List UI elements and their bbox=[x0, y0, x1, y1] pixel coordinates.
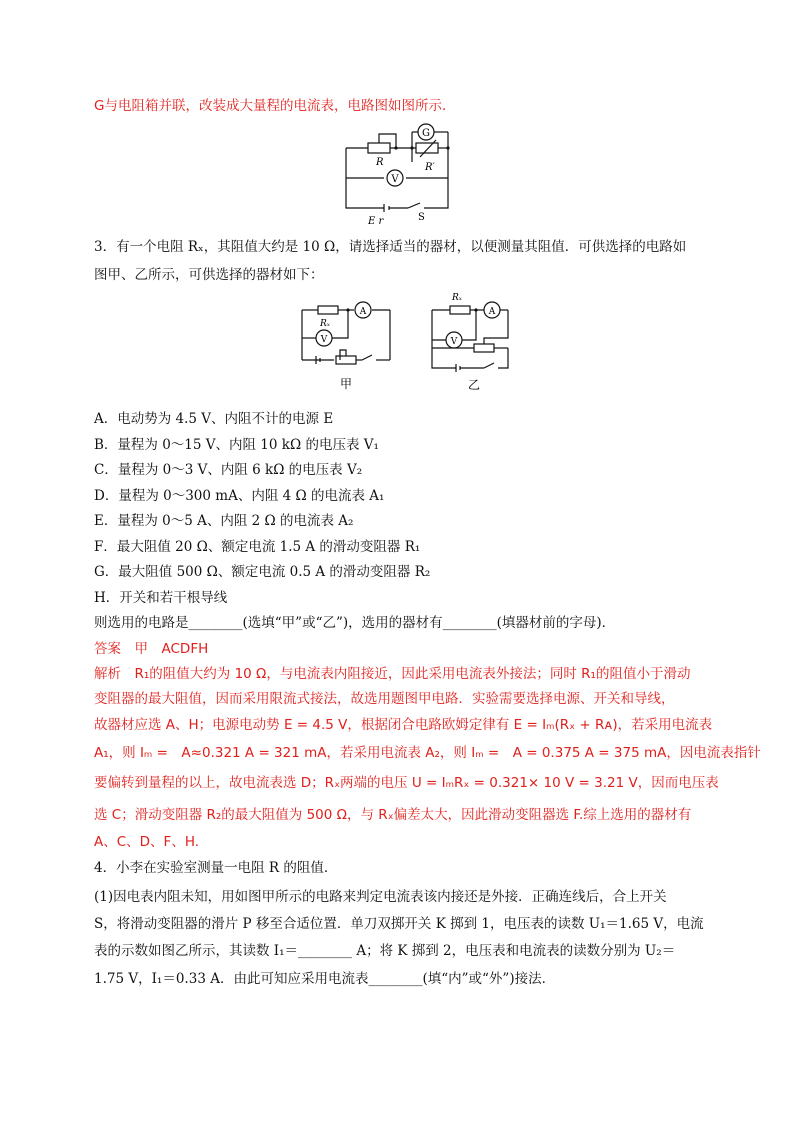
option-b: B．量程为 0～15 V、内阻 10 kΩ 的电压表 V₁ bbox=[94, 437, 379, 453]
resistor-box-label: R′ bbox=[425, 162, 435, 173]
option-c: C．量程为 0～3 V、内阻 6 kΩ 的电压表 V₂ bbox=[94, 462, 363, 478]
voltmeter-label: V bbox=[391, 174, 399, 185]
analysis-line-1: 解析 R₁的阻值大约为 10 Ω，与电流表内阻接近，因此采用电流表外接法；同时 R₁的阻值小于滑动 bbox=[94, 666, 691, 682]
resistor-label: Rₓ bbox=[452, 293, 462, 303]
galvanometer-label: G bbox=[422, 128, 430, 139]
switch-label: S bbox=[418, 212, 425, 223]
source-label: E r bbox=[368, 216, 384, 227]
analysis-line-5: 要偏转到量程的以上，故电流表选 D；Rₓ两端的电压 U = IₘRₓ = 0.321× 10 V = 3.21 V，因而电压表 bbox=[94, 775, 719, 791]
option-d: D．量程为 0～300 mA、内阻 4 Ω 的电流表 A₁ bbox=[94, 488, 385, 504]
option-e: E．量程为 0～5 A、内阻 2 Ω 的电流表 A₂ bbox=[94, 513, 354, 529]
figure-caption: 甲 bbox=[339, 377, 353, 391]
q3-line-2: 图甲、乙所示，可供选择的器材如下： bbox=[94, 267, 324, 283]
q3-answer: 答案 甲 ACDFH bbox=[94, 641, 209, 657]
figure-caption: 乙 bbox=[467, 378, 481, 392]
q4-line-5: 1.75 V，I₁＝0.33 A．由此可知应采用电流表________(填“内”或“外”)接法． bbox=[94, 971, 556, 987]
analysis-line-4: A₁，则 Iₘ = A≈0.321 A = 321 mA，若采用电流表 A₂，则 Iₘ = A = 0.375 A = 375 mA，因电流表指针 bbox=[94, 745, 761, 761]
analysis-line-3: 故器材应选 A、H；电源电动势 E = 4.5 V，根据闭合电路欧姆定律有 E = Iₘ(Rₓ + Rᴀ)，若采用电流表 bbox=[94, 717, 713, 733]
ammeter-label: A bbox=[359, 307, 367, 317]
q4-line-4: 表的示数如图乙所示，其读数 I₁＝________ A；将 K 掷到 2，电压表和电流表的读数分别为 U₂＝ bbox=[94, 943, 676, 959]
option-h: H．开关和若干根导线 bbox=[94, 590, 228, 606]
intro-text: G与电阻箱并联，改装成大量程的电流表，电路图如图所示． bbox=[94, 98, 456, 114]
circuit-figure-yi bbox=[424, 288, 534, 393]
analysis-line-7: A、C、D、F、H. bbox=[94, 834, 200, 850]
option-f: F．最大阻值 20 Ω、额定电流 1.5 A 的滑动变阻器 R₁ bbox=[94, 539, 421, 555]
ammeter-label: A bbox=[488, 307, 496, 317]
voltmeter-label: V bbox=[450, 337, 458, 347]
analysis-line-6: 选 C；滑动变阻器 R₂的最大阻值为 500 Ω，与 Rₓ偏差太大，因此滑动变阻器选 F.综上选用的器材有 bbox=[94, 807, 692, 823]
q3-question: 则选用的电路是________(选填“甲”或“乙”)，选用的器材有________(填器材前的字母)． bbox=[94, 615, 616, 631]
q3-line-1: 3．有一个电阻 Rₓ，其阻值大约是 10 Ω，请选择适当的器材，以便测量其阻值．可供选择的电路如 bbox=[94, 239, 687, 255]
analysis-line-2: 变阻器的最大阻值，因而采用限流式接法，故选用题图甲电路．实验需要选择电源、开关和导线， bbox=[94, 691, 675, 707]
option-g: G．最大阻值 500 Ω、额定电流 0.5 A 的滑动变阻器 R₂ bbox=[94, 564, 431, 580]
q4-line-1: 4．小李在实验室测量一电阻 R 的阻值． bbox=[94, 860, 338, 876]
resistor-label: Rₓ bbox=[320, 319, 330, 329]
q4-line-2: (1)因电表内阻未知，用如图甲所示的电路来判定电流表该内接还是外接．正确连线后，合上开关 bbox=[94, 889, 667, 905]
rheostat-label: R bbox=[376, 157, 384, 168]
circuit-figure-1 bbox=[340, 120, 470, 230]
q4-line-3: S，将滑动变阻器的滑片 P 移至合适位置．单刀双掷开关 K 掷到 1，电压表的读数 U₁＝1.65 V，电流 bbox=[94, 916, 704, 932]
option-a: A．电动势为 4.5 V、内阻不计的电源 E bbox=[94, 411, 334, 427]
voltmeter-label: V bbox=[320, 335, 328, 345]
circuit-figure-jia bbox=[296, 292, 396, 392]
